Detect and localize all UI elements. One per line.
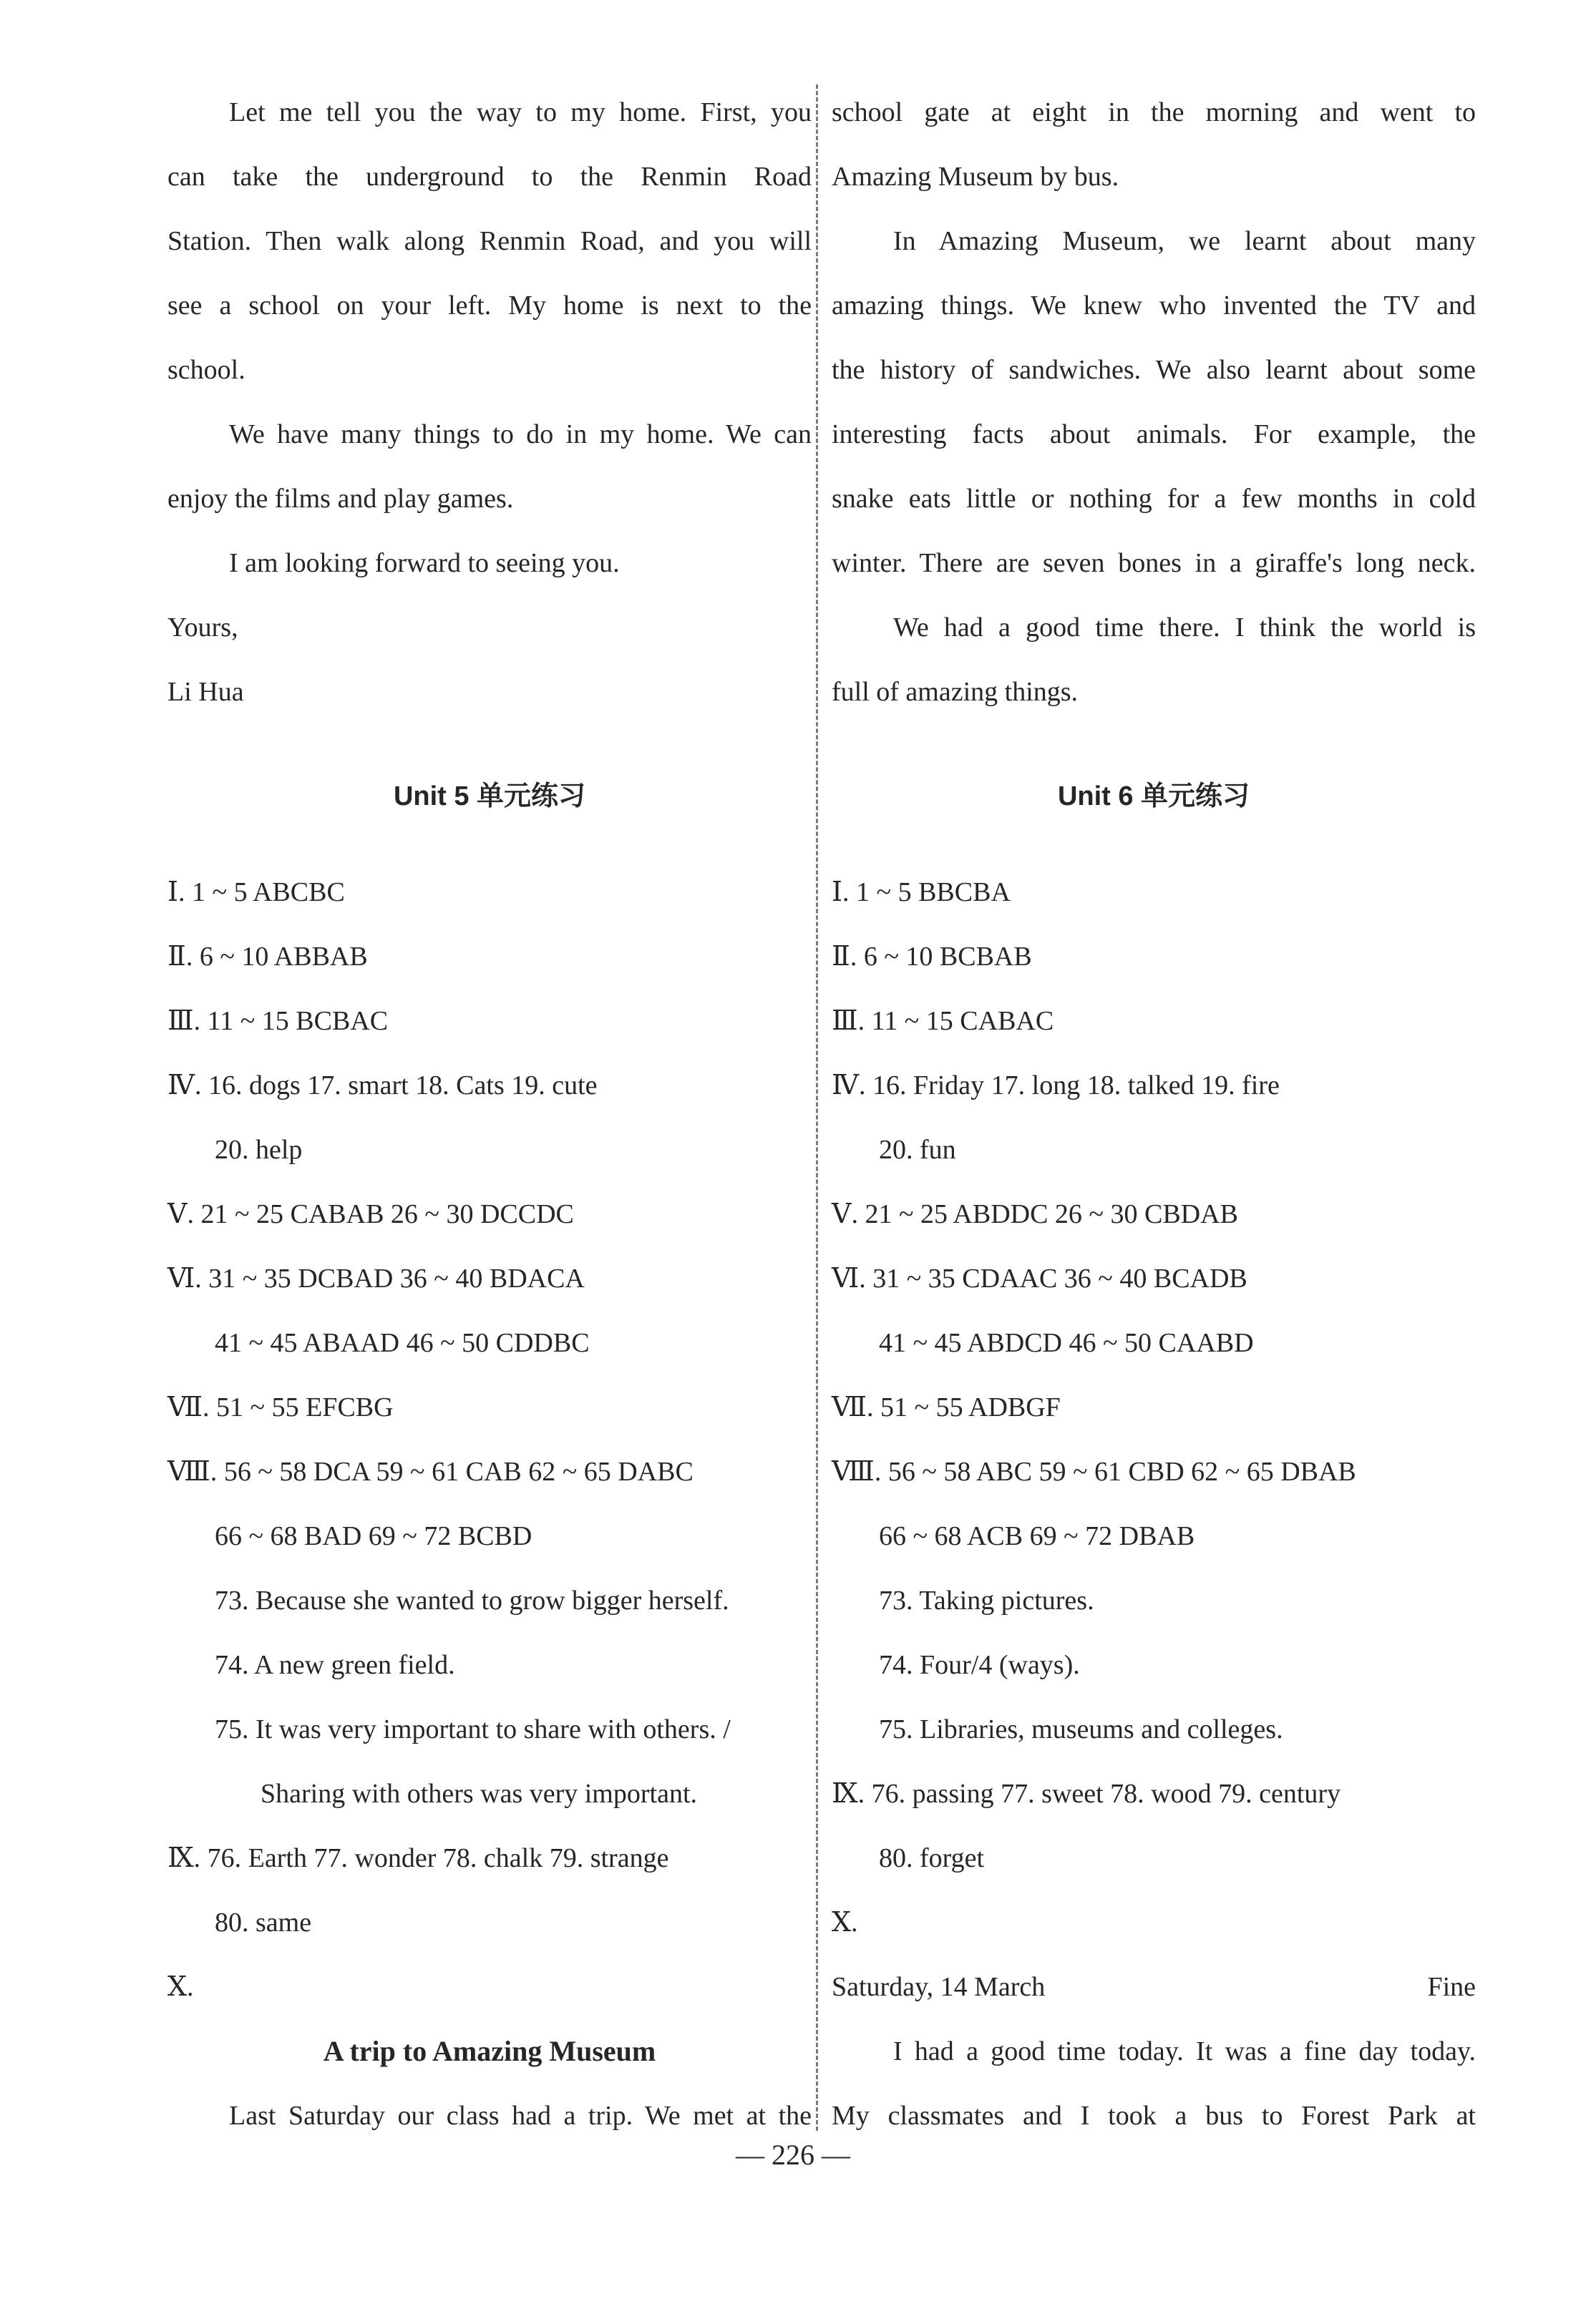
answer-line: Sharing with others was very important. (261, 1779, 698, 1809)
answer-line: Ⅴ. 21 ~ 25 CABAB 26 ~ 30 DCCDC (167, 1199, 574, 1229)
answer-line: Ⅰ. 1 ~ 5 BBCBA (832, 877, 1011, 907)
letter-line: see a school on your left. My home is next to the (167, 290, 812, 321)
answer-line: 80. same (215, 1908, 312, 1938)
answer-line: 41 ~ 45 ABDCD 46 ~ 50 CAABD (879, 1328, 1254, 1358)
answer-line: 75. It was very important to share with others. / (215, 1714, 731, 1744)
answer-line: 74. A new green field. (215, 1650, 455, 1680)
essay-line: school gate at eight in the morning and went to (832, 97, 1476, 127)
letter-line: I am looking forward to seeing you. (229, 548, 620, 578)
diary-line: I had a good time today. It was a fine day today. (893, 2036, 1476, 2066)
answer-line: Ⅱ. 6 ~ 10 ABBAB (167, 942, 368, 972)
essay-line: interesting facts about animals. For example, the (832, 419, 1476, 449)
answer-line: Ⅶ. 51 ~ 55 EFCBG (167, 1392, 394, 1422)
answer-line: Ⅹ. (167, 1972, 194, 2002)
answer-line: 74. Four/4 (ways). (879, 1650, 1080, 1680)
letter-closing: Yours, (167, 612, 238, 643)
answer-line: 66 ~ 68 ACB 69 ~ 72 DBAB (879, 1521, 1195, 1551)
essay-line: We had a good time there. I think the world is (893, 612, 1476, 643)
answer-line: Ⅲ. 11 ~ 15 BCBAC (167, 1006, 389, 1036)
answer-line: Ⅵ. 31 ~ 35 DCBAD 36 ~ 40 BDACA (167, 1264, 585, 1294)
answer-line: Ⅳ. 16. Friday 17. long 18. talked 19. fire (832, 1070, 1280, 1100)
answer-line: 73. Taking pictures. (879, 1586, 1094, 1616)
answer-line: 73. Because she wanted to grow bigger herself. (215, 1586, 729, 1616)
essay-line: the history of sandwiches. We also learnt about some (832, 355, 1476, 385)
answer-line: Ⅰ. 1 ~ 5 ABCBC (167, 877, 345, 907)
answer-line: Ⅴ. 21 ~ 25 ABDDC 26 ~ 30 CBDAB (832, 1199, 1238, 1229)
letter-line: Let me tell you the way to my home. First, you (229, 97, 812, 127)
letter-line: Station. Then walk along Renmin Road, and you will (167, 226, 812, 256)
answer-line: 80. forget (879, 1843, 985, 1873)
column-divider (816, 84, 818, 2131)
essay-line: In Amazing Museum, we learnt about many (893, 226, 1476, 256)
essay-line: winter. There are seven bones in a giraffe's long neck. (832, 548, 1476, 578)
essay-line: snake eats little or nothing for a few months in cold (832, 484, 1476, 514)
letter-line: We have many things to do in my home. We can (229, 419, 812, 449)
unit-6-heading: Unit 6 单元练习 (1057, 781, 1250, 811)
answer-line: 41 ~ 45 ABAAD 46 ~ 50 CDDBC (215, 1328, 590, 1358)
diary-weather: Fine (1427, 1972, 1476, 2002)
unit-5-heading: Unit 5 单元练习 (393, 781, 586, 811)
essay-title: A trip to Amazing Museum (323, 2035, 656, 2067)
essay-line: Last Saturday our class had a trip. We met at the (229, 2101, 812, 2131)
answer-line: Ⅸ. 76. passing 77. sweet 78. wood 79. century (832, 1779, 1341, 1809)
letter-line: school. (167, 355, 245, 385)
answer-line: Ⅳ. 16. dogs 17. smart 18. Cats 19. cute (167, 1070, 598, 1100)
diary-date: Saturday, 14 March (832, 1972, 1046, 2002)
answer-line: Ⅹ. (832, 1908, 858, 1938)
letter-line: enjoy the films and play games. (167, 484, 514, 514)
answer-line: Ⅵ. 31 ~ 35 CDAAC 36 ~ 40 BCADB (832, 1264, 1247, 1294)
answer-line: Ⅱ. 6 ~ 10 BCBAB (832, 942, 1032, 972)
page-number: — 226 — (736, 2139, 850, 2171)
answer-line: Ⅶ. 51 ~ 55 ADBGF (832, 1392, 1061, 1422)
answer-line: Ⅲ. 11 ~ 15 CABAC (832, 1006, 1054, 1036)
answer-line: Ⅷ. 56 ~ 58 ABC 59 ~ 61 CBD 62 ~ 65 DBAB (832, 1457, 1356, 1487)
answer-line: Ⅷ. 56 ~ 58 DCA 59 ~ 61 CAB 62 ~ 65 DABC (167, 1457, 694, 1487)
diary-line: My classmates and I took a bus to Forest Park at (832, 2101, 1476, 2131)
essay-line: Amazing Museum by bus. (832, 162, 1119, 192)
answer-line: 20. fun (879, 1135, 956, 1165)
answer-line: 20. help (215, 1135, 303, 1165)
answer-line: 75. Libraries, museums and colleges. (879, 1714, 1283, 1744)
essay-line: amazing things. We knew who invented the TV and (832, 290, 1476, 321)
answer-line: Ⅸ. 76. Earth 77. wonder 78. chalk 79. strange (167, 1843, 669, 1873)
diary-header (832, 1955, 1476, 2019)
letter-signature: Li Hua (167, 677, 244, 707)
letter-line: can take the underground to the Renmin Road (167, 162, 812, 192)
essay-line: full of amazing things. (832, 677, 1079, 707)
answer-line: 66 ~ 68 BAD 69 ~ 72 BCBD (215, 1521, 532, 1551)
